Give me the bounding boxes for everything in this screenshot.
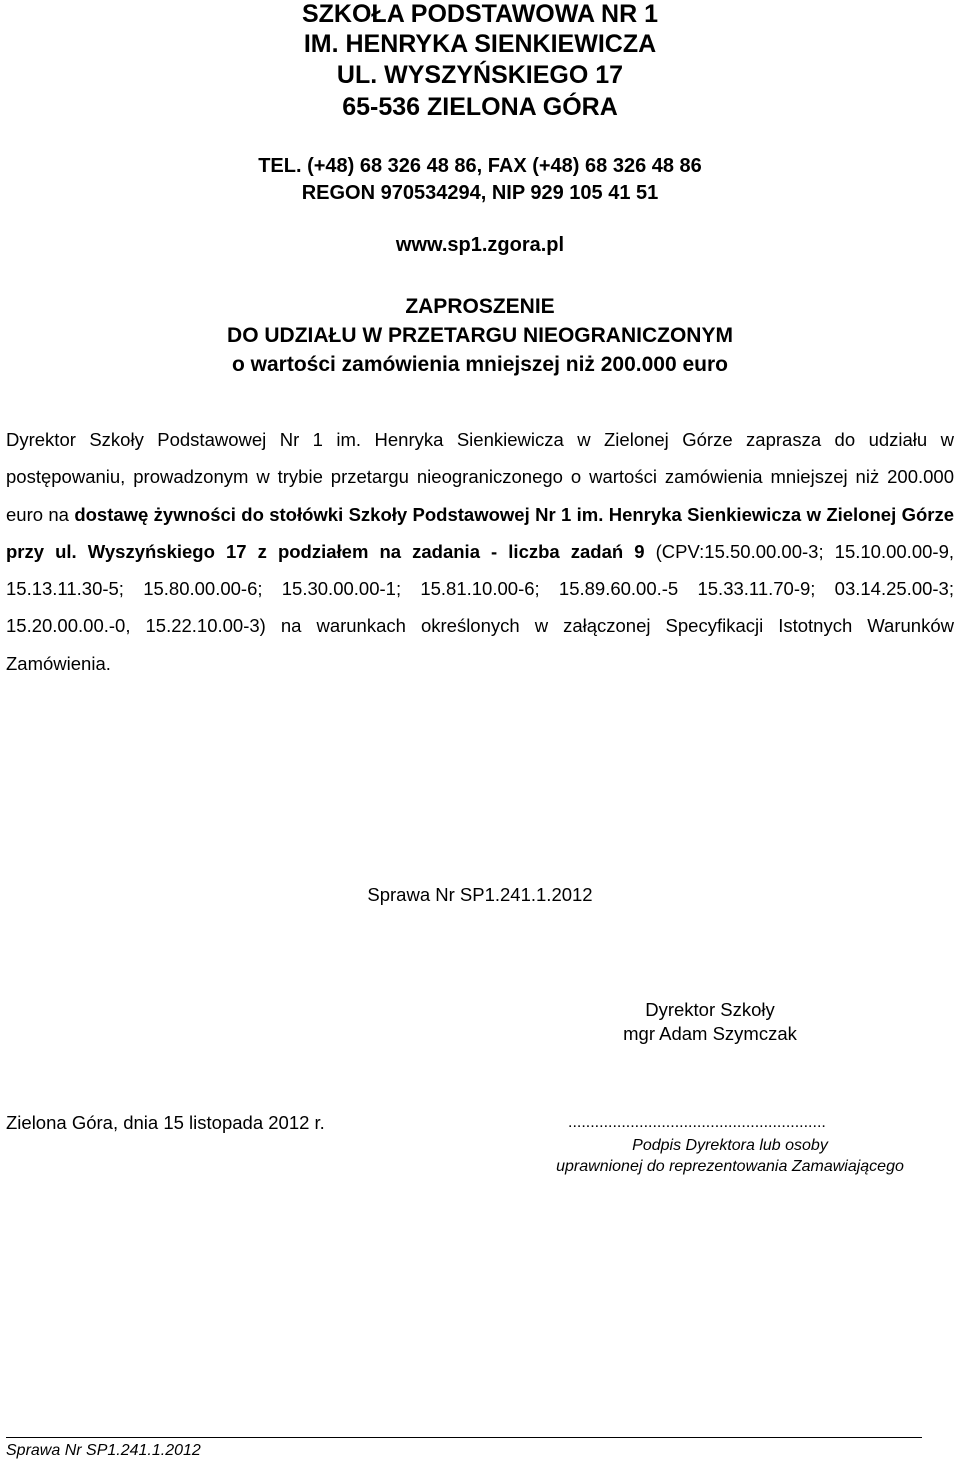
school-patron: IM. HENRYKA SIENKIEWICZA	[303, 30, 657, 58]
signature-caption-line1: Podpis Dyrektora lub osoby	[632, 1137, 828, 1154]
case-number: Sprawa Nr SP1.241.1.2012	[367, 884, 593, 905]
body-part1: Dyrektor Szkoły Podstawowej Nr 1 im. Henryka Sienkiewicza w Zielonej Górze zaprasza do udziału w postępowaniu, prowadzonym w trybie przetargu nieograniczonego o wartości zamówienia mniejszej niż 200.000 euro na	[6, 429, 954, 525]
signature-caption	[530, 1135, 930, 1177]
place-date: Zielona Góra, dnia 15 listopada 2012 r.	[6, 1112, 325, 1133]
invitation-value: o wartości zamówienia mniejszej niż 200.000 euro	[231, 353, 729, 376]
school-name: SZKOŁA PODSTAWOWA NR 1	[301, 0, 659, 28]
page-footer: Sprawa Nr SP1.241.1.2012	[6, 1442, 201, 1459]
school-website: www.sp1.zgora.pl	[395, 234, 565, 256]
school-phone: TEL. (+48) 68 326 48 86, FAX (+48) 68 326 48 86	[258, 155, 702, 177]
school-city: 65-536 ZIELONA GÓRA	[342, 93, 618, 121]
body-part2: (CPV:15.50.00.00-3; 15.10.00.00-9, 15.13.11.30-5; 15.80.00.00-6; 15.30.00.00-1; 15.81.10.00-6; 15.89.60.00.-5 15.33.11.70-9; 03.14.25.00-3; 15.20.00.00.-0, 15.22.10.00-3) na warunkach określonych w załączonej Specyfikacji Istotnych Warunków Zamówienia.	[6, 540, 954, 674]
signature-caption-line2: uprawnionej do reprezentowania Zamawiającego	[556, 1158, 904, 1175]
footer-divider	[6, 1437, 922, 1438]
school-street: UL. WYSZYŃSKIEGO 17	[336, 61, 624, 89]
signature-name: mgr Adam Szymczak	[623, 1023, 797, 1044]
body-bold: dostawę żywności do stołówki Szkoły Podstawowej Nr 1 im. Henryka Sienkiewicza w Zielonej Górze przy ul. Wyszyńskiego 17 z podziałem na zadania - liczba zadań 9	[6, 503, 954, 562]
invitation-subtitle: DO UDZIAŁU W PRZETARGU NIEOGRANICZONYM	[227, 324, 733, 347]
signature-title: Dyrektor Szkoły	[645, 999, 775, 1020]
invitation-title: ZAPROSZENIE	[405, 295, 555, 318]
signature-dots: ..........................................................	[568, 1114, 826, 1131]
school-regon: REGON 970534294, NIP 929 105 41 51	[301, 182, 659, 204]
invitation-body	[6, 421, 954, 682]
